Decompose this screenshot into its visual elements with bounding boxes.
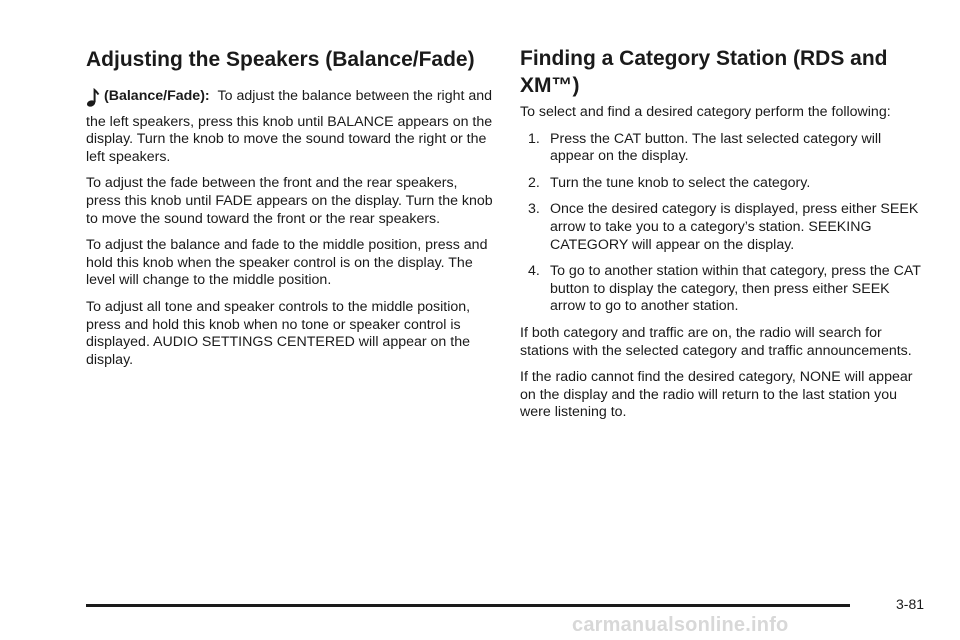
step-number: 2. [528, 174, 540, 191]
paragraph-fade: To adjust the fade between the front and the rear speakers, press this knob until FADE appears on the display. Turn the knob to move the sound toward the front or the rear speakers. [86, 175, 493, 227]
music-note-icon [86, 88, 104, 114]
right-body [520, 104, 925, 431]
paragraph-centered: To adjust all tone and speaker controls to the middle position, press and hold this knob when no tone or speaker control is displayed. AUDIO SETTINGS CENTERED will appear on the display. [86, 298, 471, 368]
list-item [520, 175, 925, 193]
intro-paragraph: To select and find a desired category perform the following: [520, 104, 891, 120]
step-text: To go to another station within that category, press the CAT button to display the category, then press either SEEK arrow to go to another station. [550, 263, 921, 315]
list-item [520, 131, 925, 166]
page-number: 3-81 [896, 596, 925, 612]
watermark: carmanualsonline.info [572, 614, 789, 636]
step-text: Press the CAT button. The last selected category will appear on the display. [550, 130, 882, 165]
step-text: Turn the tune knob to select the category. [550, 174, 811, 191]
steps-list [520, 131, 925, 316]
left-body [86, 88, 496, 378]
footer-rule [86, 604, 850, 607]
paragraph-none: If the radio cannot find the desired category, NONE will appear on the display and the radio will return to the last station you were listening to. [520, 369, 913, 421]
step-number: 1. [528, 130, 540, 147]
lead-text: To adjust the balance between the right and the left speakers, press this knob until BALANCE appears on the display. Turn the knob to move the sound toward the right or the left speakers. [86, 88, 493, 165]
lead-label: (Balance/Fade): [104, 88, 210, 104]
section-heading-balance-fade: Adjusting the Speakers (Balance/Fade) [86, 48, 475, 71]
lead-paragraph [86, 88, 496, 166]
step-text: Once the desired category is displayed, press either SEEK arrow to take you to a category’s station. SEEKING CATEGORY will appear on the display. [550, 201, 919, 253]
list-item [520, 263, 925, 316]
paragraph-traffic: If both category and traffic are on, the radio will search for stations with the selected category and traffic announcements. [520, 324, 912, 359]
step-number: 4. [528, 263, 540, 280]
section-heading-category-station: Finding a Category Station (RDS and XM™) [520, 47, 888, 97]
step-number: 3. [528, 201, 540, 218]
list-item [520, 201, 925, 254]
paragraph-middle: To adjust the balance and fade to the middle position, press and hold this knob when the speaker control is on the display. The level will change to the middle position. [86, 237, 488, 289]
